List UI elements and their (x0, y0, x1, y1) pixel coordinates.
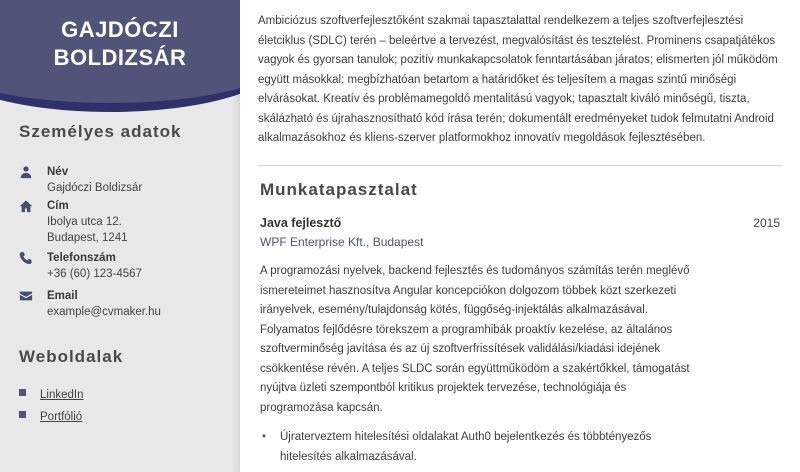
contact-label: Telefonszám (47, 252, 116, 264)
contact-email (19, 288, 229, 320)
name-line-2: BOLDIZSÁR (53, 45, 187, 70)
profile-summary: Ambiciózus szoftverfejlesztőként szakmai tapasztalattal rendelkezem a teljes szoftverfejlesztési életciklus (SDLC) terén – beleértve a tervezést, megvalósítást és tesztelést. Prominens csapatjátékos vagyok és gyorsan tanulok; pozitív munkakapcsolatok fenntartásában járatos; elismerten jól működöm együtt másokkal; megbízhatóan betartom a határidőket és teljesítem a magas szintű minőségi elvárásokat. Kreatív és problémamegoldó mentalitású vagyok; tapasztalt kiváló minőségű, tiszta, skálázható és újrahasznosítható kód írása terén; dokumentált eredményeket tudok felmutatni Android alkalmazásokhoz és kliens-szerver platformokhoz innovatív megoldások fejlesztésében. (258, 15, 778, 144)
websites-heading: Weboldalak (19, 347, 124, 366)
contact-label: Cím (47, 200, 69, 212)
contact-value: Ibolya utca 12. (47, 216, 122, 228)
personal-details-heading: Személyes adatok (19, 122, 182, 141)
linkedin-link[interactable]: LinkedIn (40, 389, 84, 401)
job-year: 2015 (753, 216, 780, 230)
contact-value: Gajdóczi Boldizsár (47, 182, 143, 194)
candidate-name (0, 16, 240, 72)
person-icon (19, 164, 47, 196)
work-experience-heading: Munkatapasztalat (260, 180, 418, 199)
portfolio-link[interactable]: Portfólió (40, 411, 83, 423)
contact-label: Email (47, 290, 78, 302)
job-achievements (260, 428, 700, 467)
envelope-icon (19, 288, 47, 320)
job-description: A programozási nyelvek, backend fejlesztés és tudományos számítás terén meglévő ismereteimet hasznosítva Angular koncepciókon dolgozom többek közt szerkezeti irányelvek, esemény/tulajdonság kötés, függőség-injektálás alkalmazásával. Folyamatos fejlődésre törekszem a programhibák proaktív kezelése, az általános szoftverminőség javítása és az új szoftverfrissítések validálási/kiadási idejének csökkentése révén. A teljes SLDC során együttműködöm a szakértőkkel, támogatást nyújtva üzleti szempontból kritikus projektek tervezése, technológiája és programozása kapcsán. (260, 265, 690, 414)
achievement-item: • Újraterveztem hitelesítési oldalakat Auth0 bejelentkezés és többtényezős hitelesítés alkalmazásával. (260, 428, 700, 467)
contact-value: Budapest, 1241 (47, 232, 128, 244)
phone-icon (19, 250, 47, 282)
email-address[interactable]: example@cvmaker.hu (47, 306, 161, 318)
sidebar (0, 0, 240, 472)
home-icon (19, 198, 47, 246)
website-item (19, 384, 83, 406)
square-bullet-icon (19, 411, 26, 418)
contact-label: Név (47, 166, 69, 178)
contact-address (19, 198, 229, 246)
phone-number[interactable]: +36 (60) 123-4567 (47, 268, 142, 280)
contact-name (19, 164, 229, 196)
name-line-1: GAJDÓCZI (61, 17, 179, 42)
websites-list (19, 384, 83, 428)
section-divider (258, 165, 782, 166)
job-company: WPF Enterprise Kft., Budapest (260, 235, 424, 249)
square-bullet-icon (19, 389, 26, 396)
website-item (19, 406, 83, 428)
job-title: Java fejlesztő (260, 216, 342, 230)
contact-phone (19, 250, 229, 282)
